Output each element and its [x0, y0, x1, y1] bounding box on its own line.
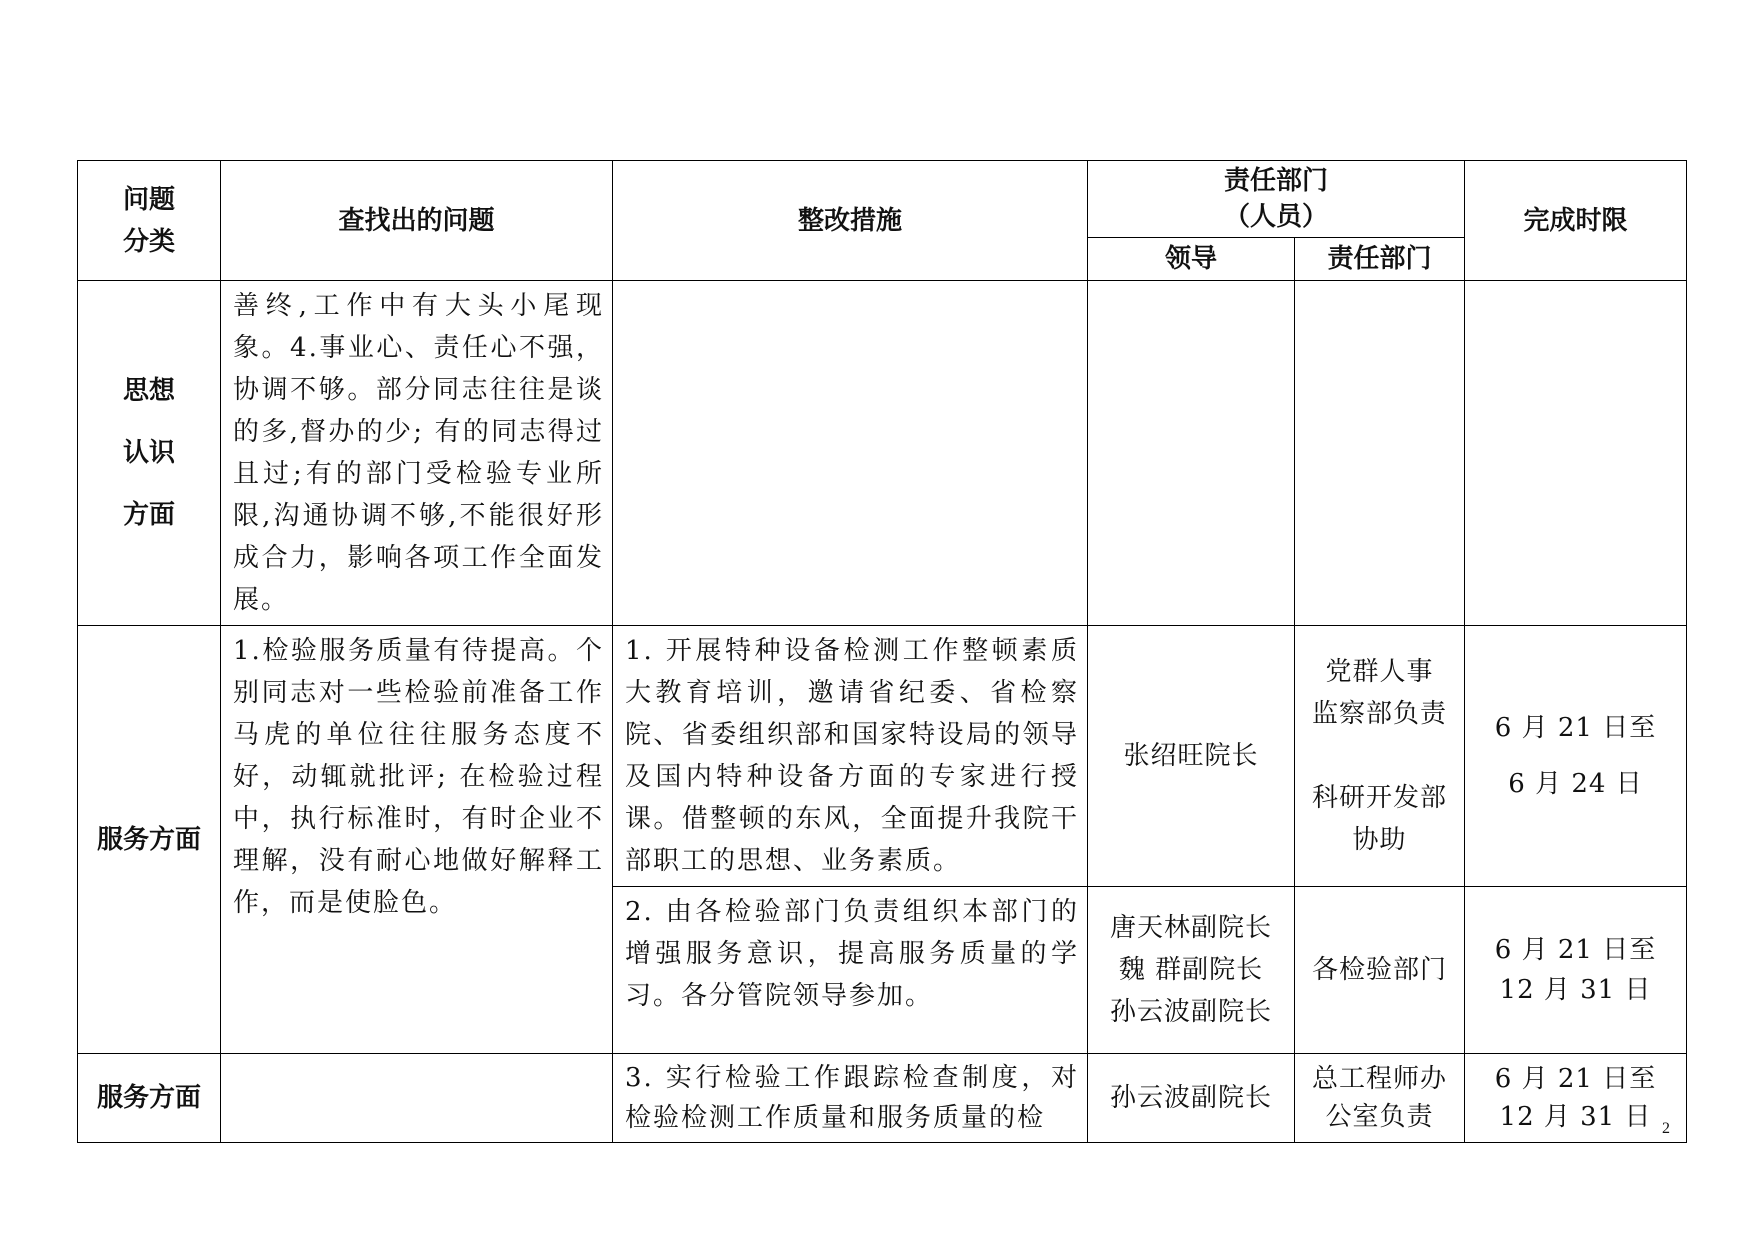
dept-1: [1295, 626, 1465, 887]
header-responsible-group: [1088, 161, 1465, 238]
problem-service-2-empty: [221, 1054, 613, 1143]
table-row-service-1: [78, 626, 1687, 887]
header-measures: 整改措施: [613, 161, 1088, 281]
measure-3: 3. 实行检验工作跟踪检查制度，对检验检测工作质量和服务质量的检: [613, 1054, 1088, 1143]
table-row-thought: [78, 281, 1687, 626]
leader-2-line-2: 魏 群副院长: [1118, 955, 1264, 985]
category-thought-line-3: 方面: [122, 500, 175, 530]
dept-thought-empty: [1295, 281, 1465, 626]
deadline-1: [1465, 626, 1687, 887]
header-deadline: 完成时限: [1465, 161, 1687, 281]
dept-1-line-3: 科研开发部: [1312, 783, 1448, 813]
measure-thought-empty: [613, 281, 1088, 626]
header-leader: 领导: [1088, 238, 1295, 281]
deadline-1-line-2: 6 月 24 日: [1508, 769, 1643, 799]
deadline-2-line-2: 12 月 31 日: [1499, 975, 1652, 1005]
header-responsible-line-1: 责任部门: [1224, 166, 1329, 196]
measure-2: 2. 由各检验部门负责组织本部门的增强服务意识，提高服务质量的学习。各分管院领导参加。: [613, 887, 1088, 1054]
header-department: 责任部门: [1295, 238, 1465, 281]
deadline-1-line-1: 6 月 21 日至: [1494, 713, 1657, 743]
dept-1-line-2: 监察部负责: [1312, 699, 1448, 729]
deadline-thought-empty: [1465, 281, 1687, 626]
category-thought: [78, 281, 221, 626]
leader-2-line-1: 唐天林副院长: [1109, 913, 1272, 943]
problem-service: 1.检验服务质量有待提高。个别同志对一些检验前准备工作马虎的单位往往服务态度不好，动辄就批评; 在检验过程中，执行标准时，有时企业不理解，没有耐心地做好解释工作，而是使脸色。: [221, 626, 613, 1054]
category-thought-line-1: 思想: [122, 376, 175, 406]
deadline-3: [1465, 1054, 1687, 1143]
leader-2: [1088, 887, 1295, 1054]
dept-3-line-2: 公室负责: [1325, 1102, 1434, 1132]
deadline-2: [1465, 887, 1687, 1054]
category-service-1: 服务方面: [78, 626, 221, 1054]
header-category-line-2: 分类: [122, 226, 175, 257]
rectification-table: [77, 160, 1687, 1143]
deadline-2-line-1: 6 月 21 日至: [1494, 935, 1657, 965]
leader-2-line-3: 孙云波副院长: [1109, 997, 1272, 1027]
table-row-service-3: [78, 1054, 1687, 1143]
leader-1: 张绍旺院长: [1088, 626, 1295, 887]
dept-1-spacer: [1295, 735, 1464, 777]
page-number: 2: [1662, 1120, 1670, 1137]
leader-3: 孙云波副院长: [1088, 1054, 1295, 1143]
category-thought-line-2: 认识: [122, 438, 175, 468]
problem-thought: 善终,工作中有大头小尾现象。4.事业心、责任心不强，协调不够。部分同志往往是谈的多,督办的少; 有的同志得过且过;有的部门受检验专业所限,沟通协调不够,不能很好形成合力，影响各项工作全面发展。: [221, 281, 613, 626]
dept-1-line-1: 党群人事: [1325, 657, 1434, 687]
leader-thought-empty: [1088, 281, 1295, 626]
dept-3-line-1: 总工程师办: [1312, 1064, 1448, 1094]
dept-2: 各检验部门: [1295, 887, 1465, 1054]
header-row-1: [78, 161, 1687, 238]
deadline-3-line-1: 6 月 21 日至: [1494, 1064, 1657, 1094]
deadline-3-line-2: 12 月 31 日: [1499, 1102, 1652, 1132]
category-service-2: 服务方面: [78, 1054, 221, 1143]
dept-3: [1295, 1054, 1465, 1143]
header-category-line-1: 问题: [122, 184, 175, 215]
measure-1: 1. 开展特种设备检测工作整顿素质大教育培训，邀请省纪委、省检察院、省委组织部和国家特设局的领导及国内特种设备方面的专家进行授课。借整顿的东风，全面提升我院干部职工的思想、业务素质。: [613, 626, 1088, 887]
header-category: [78, 161, 221, 281]
header-problems: 查找出的问题: [221, 161, 613, 281]
header-responsible-line-2: （人员）: [1224, 202, 1329, 232]
dept-1-line-4: 协助: [1352, 825, 1407, 855]
